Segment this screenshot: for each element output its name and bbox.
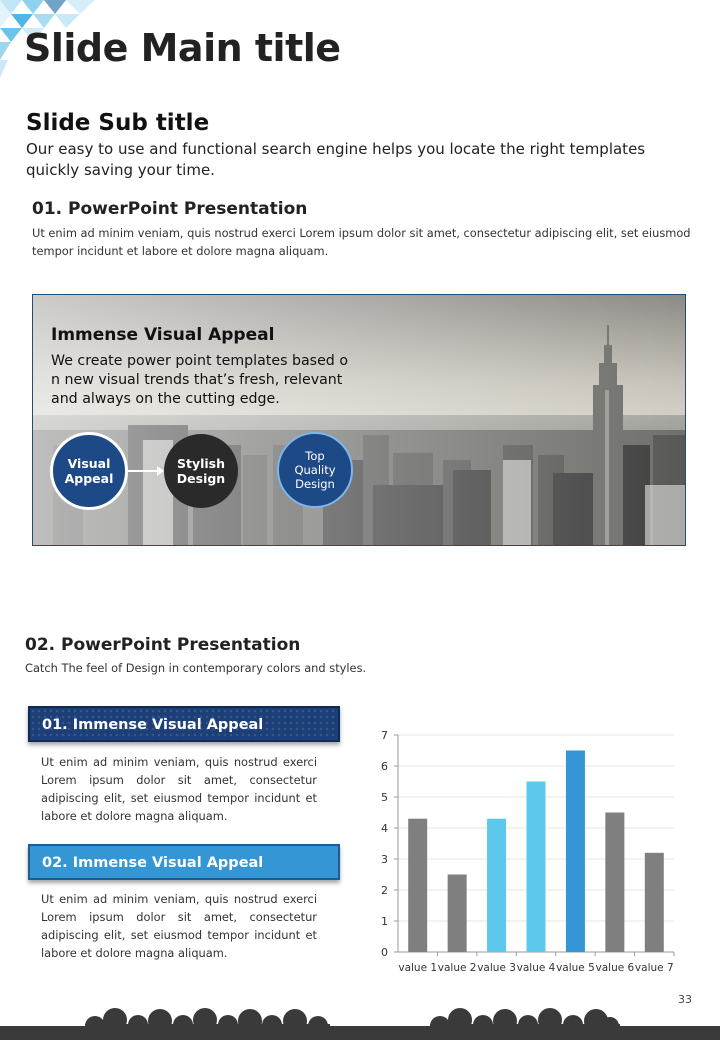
circle-3-line-1: Top [305, 449, 325, 463]
circle-3-line-3: Design [295, 477, 335, 491]
circle-2-line-2: Design [176, 471, 226, 486]
footer-bar [0, 1026, 720, 1040]
city-banner [32, 294, 686, 546]
item-2-heading: 02. Immense Visual Appeal [28, 844, 340, 880]
bar-value-3 [487, 819, 506, 952]
section-1-text: Ut enim ad minim veniam, quis nostrud exerci Lorem ipsum dolor sit amet, consectetur adipiscing elit, set eiusmod tempor incidunt et labore et dolore magna aliquam. [32, 226, 691, 258]
sub-title: Slide Sub title [26, 110, 210, 136]
y-tick-label: 7 [381, 729, 388, 742]
section-2-text: Catch The feel of Design in contemporary colors and styles. [25, 661, 367, 675]
y-tick-label: 6 [381, 760, 388, 773]
bar-value-4 [527, 782, 546, 953]
x-tick-label: value 1 [398, 962, 438, 974]
x-tick-label: value 6 [595, 962, 635, 974]
bar-value-1 [408, 819, 427, 952]
bar-value-7 [645, 853, 664, 952]
section-1-title: 01. PowerPoint Presentation [32, 199, 308, 219]
stylish-design-circle [164, 434, 238, 508]
x-tick-label: value 5 [556, 962, 595, 974]
y-tick-label: 0 [381, 946, 388, 959]
item-2-text: Ut enim ad minim veniam, quis nostrud exerci Lorem ipsum dolor sit amet, consectetur adipiscing elit, set eiusmod tempor incidunt et labore et dolore magna aliquam. [41, 892, 317, 960]
x-tick-label: value 2 [437, 962, 477, 974]
banner-title: Immense Visual Appeal [51, 325, 275, 345]
circle-2-line-1: Stylish [176, 456, 226, 471]
bar-value-6 [605, 813, 624, 953]
circle-1-line-1: Visual [67, 456, 111, 471]
y-tick-label: 4 [381, 822, 388, 835]
item-1-text: Ut enim ad minim veniam, quis nostrud exerci Lorem ipsum dolor sit amet, consectetur adipiscing elit, set eiusmod tempor incidunt et labore et dolore magna aliquam. [41, 755, 317, 823]
visual-appeal-circle [50, 432, 128, 510]
y-tick-label: 1 [381, 915, 388, 928]
item-1-heading: 01. Immense Visual Appeal [28, 706, 340, 742]
x-tick-label: value 7 [634, 962, 674, 974]
section-2-title: 02. PowerPoint Presentation [25, 635, 301, 655]
bar-value-5 [566, 751, 585, 953]
y-tick-label: 3 [381, 853, 388, 866]
y-tick-label: 2 [381, 884, 388, 897]
circle-1-line-2: Appeal [64, 471, 114, 486]
arrow-right-icon [157, 466, 164, 476]
bar-chart [368, 722, 688, 984]
circle-3-line-2: Quality [294, 463, 336, 477]
x-tick-label: value 3 [477, 962, 516, 974]
y-tick-label: 5 [381, 791, 388, 804]
bar-value-2 [448, 875, 467, 953]
page-number: 33 [678, 993, 692, 1006]
x-tick-label: value 4 [516, 962, 556, 974]
top-quality-design-circle [277, 432, 353, 508]
sub-title-description: Our easy to use and functional search engine helps you locate the right templates quickly saving your time. [26, 140, 646, 179]
banner-text: We create power point templates based on new visual trends that’s fresh, relevant and always on the cutting edge. [51, 353, 348, 407]
main-title: Slide Main title [24, 26, 341, 70]
